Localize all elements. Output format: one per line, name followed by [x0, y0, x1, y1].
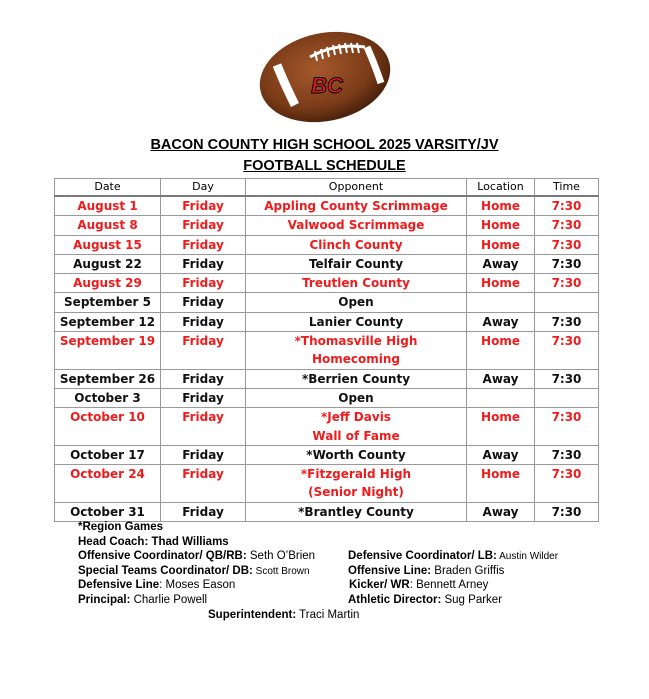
date-cell: August 29 — [55, 274, 161, 293]
date-cell: August 1 — [55, 196, 161, 216]
table-row — [55, 408, 599, 446]
svg-text:BC: BC — [311, 73, 343, 98]
opponent-cell — [246, 254, 467, 273]
opponent-cell — [246, 293, 467, 312]
day-cell: Friday — [161, 293, 246, 312]
date-cell: October 24 — [55, 465, 161, 503]
day-cell: Friday — [161, 332, 246, 370]
opponent-cell — [246, 465, 467, 503]
date-cell: August 22 — [55, 254, 161, 273]
football-icon — [255, 25, 395, 125]
opponent-cell — [246, 369, 467, 388]
header-date: Date — [55, 179, 161, 197]
table-row — [55, 235, 599, 254]
opponent-name: *Fitzgerald High — [300, 467, 412, 482]
offensive-coordinator: Offensive Coordinator/ QB/RB: Seth O’Brien — [78, 550, 316, 563]
opponent-name: *Worth County — [306, 447, 406, 462]
opponent-cell — [246, 332, 467, 370]
date-cell: October 31 — [55, 502, 161, 521]
day-cell: Friday — [161, 408, 246, 446]
day-cell: Friday — [161, 465, 246, 503]
defensive-line-coach: Defensive Line: Moses Eason — [78, 579, 236, 592]
offensive-line-coach: Offensive Line: Braden Griffis — [348, 564, 505, 577]
table-row — [55, 332, 599, 370]
time-cell: 7:30 — [535, 235, 599, 254]
location-cell: Home — [467, 408, 535, 446]
region-games-note: *Region Games — [78, 521, 163, 533]
time-cell — [535, 293, 599, 312]
location-cell: Home — [467, 216, 535, 235]
opponent-name: Clinch County — [309, 237, 403, 252]
opponent-name: *Brantley County — [298, 504, 414, 519]
time-cell — [535, 388, 599, 407]
day-cell: Friday — [161, 445, 246, 464]
opponent-name: Open — [338, 390, 374, 405]
location-cell: Home — [467, 465, 535, 503]
day-cell: Friday — [161, 369, 246, 388]
date-cell: October 10 — [55, 408, 161, 446]
day-cell: Friday — [161, 216, 246, 235]
day-cell: Friday — [161, 235, 246, 254]
location-cell: Home — [467, 235, 535, 254]
table-row — [55, 369, 599, 388]
kicker-wr-coach: Kicker/ WR: Bennett Arney — [349, 579, 489, 592]
defensive-coordinator: Defensive Coordinator/ LB: Austin Wilder — [348, 550, 559, 563]
time-cell: 7:30 — [535, 216, 599, 235]
time-cell: 7:30 — [535, 312, 599, 331]
time-cell: 7:30 — [535, 369, 599, 388]
opponent-name: Valwood Scrimmage — [287, 218, 425, 233]
date-cell: October 3 — [55, 388, 161, 407]
opponent-cell — [246, 445, 467, 464]
opponent-note: Wall of Fame — [312, 428, 400, 443]
table-row — [55, 254, 599, 273]
table-row — [55, 502, 599, 521]
date-cell: September 12 — [55, 312, 161, 331]
day-cell: Friday — [161, 196, 246, 216]
opponent-cell — [246, 388, 467, 407]
opponent-cell — [246, 502, 467, 521]
table-row — [55, 293, 599, 312]
day-cell: Friday — [161, 312, 246, 331]
location-cell: Home — [467, 274, 535, 293]
date-cell: September 19 — [55, 332, 161, 370]
header-location: Location — [467, 179, 535, 197]
time-cell: 7:30 — [535, 196, 599, 216]
opponent-cell — [246, 216, 467, 235]
football-logo — [255, 25, 395, 125]
page-title: BACON COUNTY HIGH SCHOOL 2025 VARSITY/JV — [150, 137, 499, 153]
time-cell: 7:30 — [535, 332, 599, 370]
opponent-cell — [246, 408, 467, 446]
opponent-cell — [246, 196, 467, 216]
location-cell: Away — [467, 369, 535, 388]
date-cell: September 5 — [55, 293, 161, 312]
date-cell: October 17 — [55, 445, 161, 464]
day-cell: Friday — [161, 254, 246, 273]
time-cell: 7:30 — [535, 465, 599, 503]
table-header-row — [55, 179, 599, 197]
day-cell: Friday — [161, 274, 246, 293]
athletic-director: Athletic Director: Sug Parker — [348, 594, 503, 606]
date-cell: August 15 — [55, 235, 161, 254]
time-cell: 7:30 — [535, 502, 599, 521]
location-cell: Away — [467, 312, 535, 331]
table-row — [55, 274, 599, 293]
header-time: Time — [535, 179, 599, 197]
date-cell: September 26 — [55, 369, 161, 388]
opponent-name: Open — [338, 295, 374, 310]
opponent-name: Telfair County — [308, 256, 404, 271]
opponent-name: Appling County Scrimmage — [264, 199, 448, 213]
time-cell: 7:30 — [535, 274, 599, 293]
special-teams-coordinator: Special Teams Coordinator/ DB: Scott Brown — [78, 564, 310, 577]
opponent-cell — [246, 274, 467, 293]
table-row — [55, 388, 599, 407]
opponent-name: *Jeff Davis — [321, 410, 391, 425]
opponent-name: Treutlen County — [302, 276, 410, 291]
time-cell: 7:30 — [535, 254, 599, 273]
table-row — [55, 216, 599, 235]
location-cell: Away — [467, 502, 535, 521]
page-subtitle: FOOTBALL SCHEDULE — [243, 158, 406, 174]
location-cell: Away — [467, 254, 535, 273]
location-cell: Home — [467, 196, 535, 216]
header-opponent: Opponent — [246, 179, 467, 197]
date-cell: August 8 — [55, 216, 161, 235]
opponent-note: Homecoming — [311, 352, 401, 367]
opponent-name: *Berrien County — [301, 371, 411, 386]
day-cell: Friday — [161, 502, 246, 521]
location-cell — [467, 388, 535, 407]
opponent-cell — [246, 235, 467, 254]
schedule-table — [54, 178, 599, 522]
table-row — [55, 465, 599, 503]
location-cell: Home — [467, 332, 535, 370]
header-day: Day — [161, 179, 246, 197]
principal: Principal: Charlie Powell — [78, 594, 208, 606]
superintendent: Superintendent: Traci Martin — [208, 608, 360, 621]
time-cell: 7:30 — [535, 445, 599, 464]
day-cell: Friday — [161, 388, 246, 407]
opponent-name: Lanier County — [308, 314, 404, 329]
opponent-note: (Senior Night) — [308, 485, 404, 500]
table-row — [55, 445, 599, 464]
opponent-cell — [246, 312, 467, 331]
table-row — [55, 312, 599, 331]
head-coach: Head Coach: Thad Williams — [78, 535, 229, 548]
opponent-name: *Thomasville High — [294, 334, 418, 349]
location-cell — [467, 293, 535, 312]
time-cell: 7:30 — [535, 408, 599, 446]
table-row — [55, 196, 599, 216]
location-cell: Away — [467, 445, 535, 464]
